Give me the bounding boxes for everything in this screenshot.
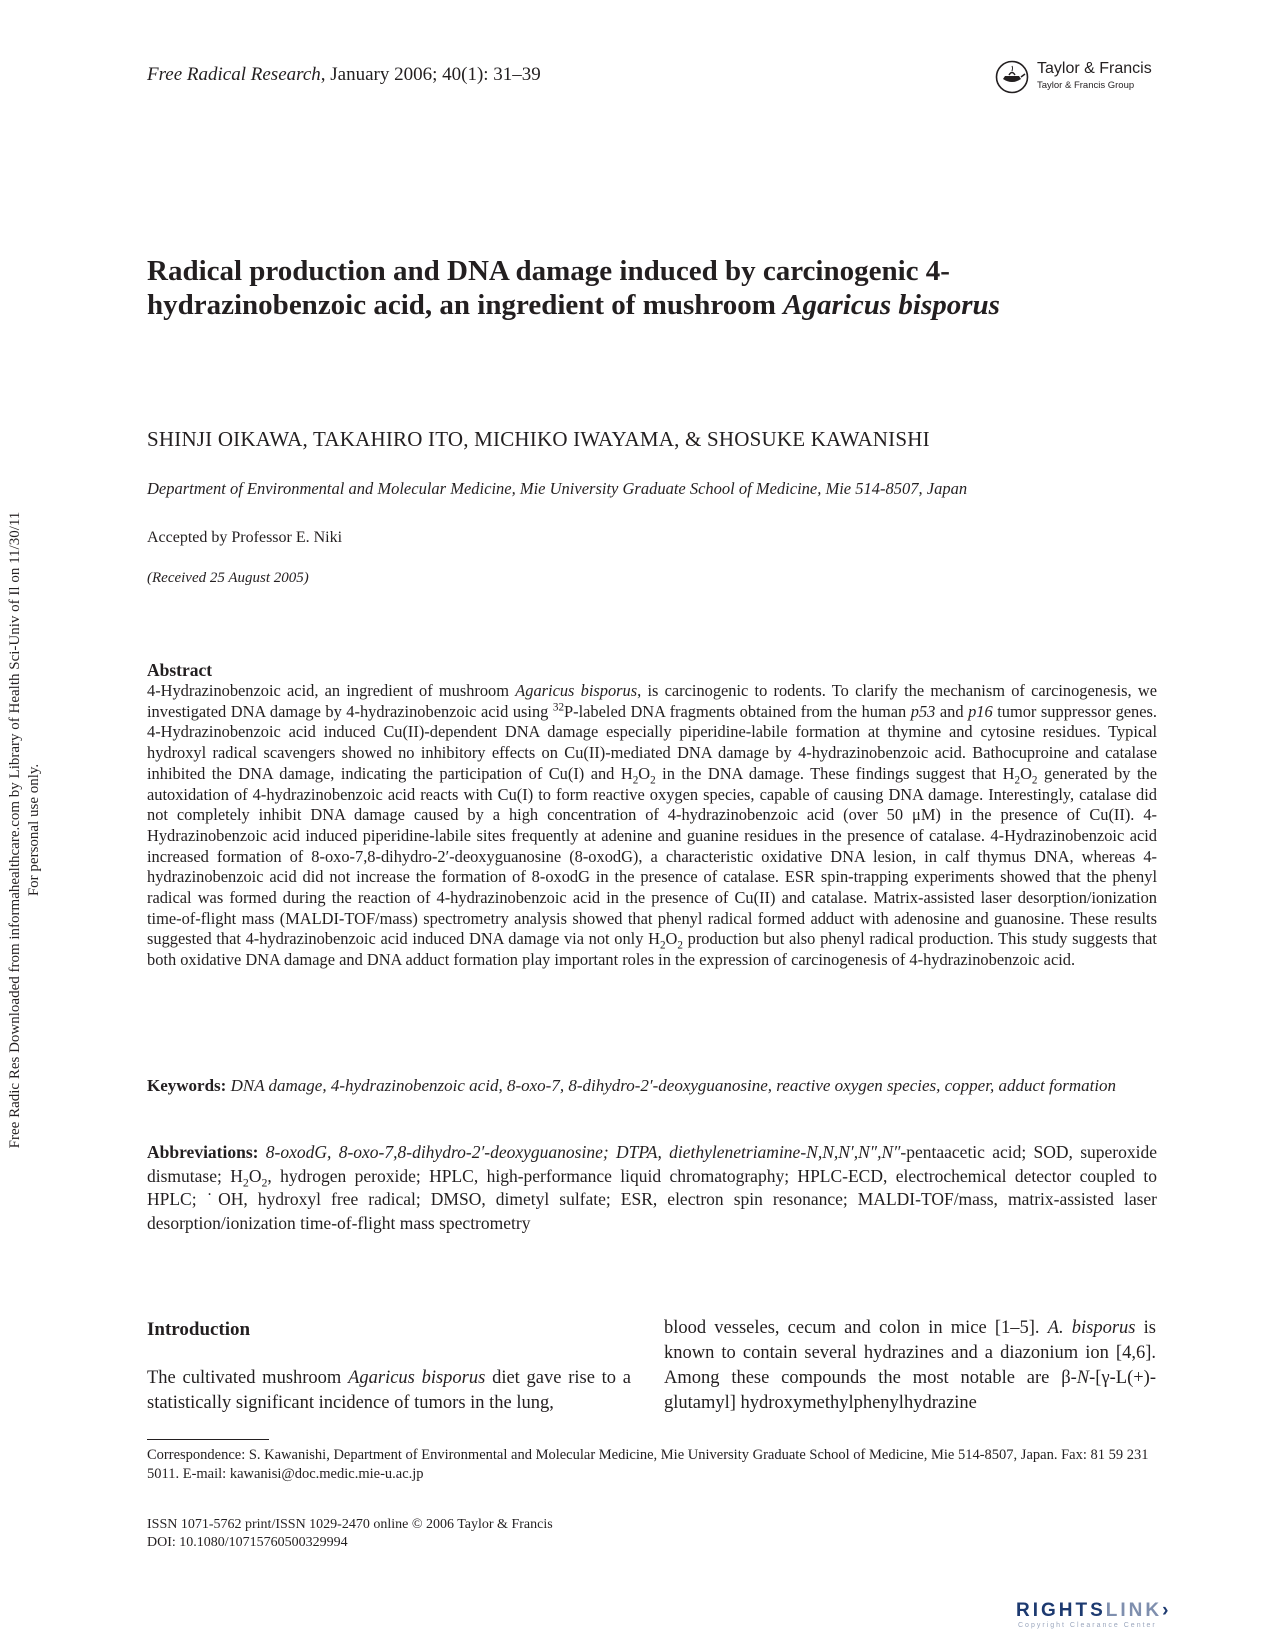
author-list: SHINJI OIKAWA, TAKAHIRO ITO, MICHIKO IWAYAMA, & SHOSUKE KAWANISHI xyxy=(147,427,930,451)
publisher-name: Taylor & Francis xyxy=(1037,60,1152,77)
keywords xyxy=(147,1074,1157,1097)
keywords-label: Keywords: xyxy=(147,1076,227,1095)
issn-line: ISSN 1071-5762 print/ISSN 1029-2470 online © 2006 Taylor & Francis xyxy=(147,1517,553,1532)
received-date: (Received 25 August 2005) xyxy=(147,570,309,586)
keywords-text: DNA damage, 4-hydrazinobenzoic acid, 8-oxo-7, 8-dihydro-2′-deoxyguanosine, reactive oxygen species, copper, adduct formation xyxy=(230,1076,1117,1095)
doi-line: DOI: 10.1080/10715760500329994 xyxy=(147,1535,348,1550)
introduction-left-column: The cultivated mushroom Agaricus bisporus diet gave rise to a statistically significant incidence of tumors in the lung, xyxy=(147,1368,631,1413)
rightslink-logo[interactable] xyxy=(1016,1600,1256,1630)
rightslink-subtitle: Copyright Clearance Center xyxy=(1018,1622,1157,1629)
abstract-heading: Abstract xyxy=(147,660,213,680)
article-title xyxy=(147,254,1067,322)
abbreviations: Abbreviations: 8-oxodG, 8-oxo-7,8-dihydro-2′-deoxyguanosine; DTPA, diethylenetriamine-N,N,N′,N″,N″-pentaacetic acid; SOD, superoxide dismutase; $H_2O_2$, hydrogen peroxide; HPLC, high-performance liquid chromatography; HPLC-ECD, electrochemical detector coupled to HPLC; ˙OH, hydroxyl free radical; DMSO, dimetyl sulfate; ESR, electron spin resonance; MALDI-TOF/mass, matrix-assisted laser desorption/ionization time-of-flight mass spectrometry xyxy=(147,1142,1157,1233)
journal-name: Free Radical Research xyxy=(147,64,321,85)
chevron-right-icon: › xyxy=(1162,1600,1172,1621)
publisher-group: Taylor & Francis Group xyxy=(1037,80,1135,91)
title-species: Agaricus bisporus xyxy=(783,289,1000,321)
affiliation: Department of Environmental and Molecular Medicine, Mie University Graduate School of Medicine, Mie 514-8507, Japan xyxy=(147,479,968,498)
introduction-heading: Introduction xyxy=(147,1319,251,1340)
accepted-by: Accepted by Professor E. Niki xyxy=(147,529,343,546)
download-stamp-line2: For personal use only. xyxy=(26,763,42,897)
publisher-brand xyxy=(995,58,1155,98)
teapot-lamp-icon xyxy=(995,60,1029,94)
rightslink-part2: LINK xyxy=(1105,1600,1163,1621)
correspondence-note: Correspondence: S. Kawanishi, Department of Environmental and Molecular Medicine, Mie University Graduate School of Medicine, Mie 514-8507, Japan. Fax: 81 59 231 5011. E-mail: kawanisi@doc.medic.mie-u.ac.jp xyxy=(147,1447,1149,1482)
download-stamp-line1: Free Radic Res Downloaded from informahealthcare.com by Library of Health Sci-Univ of Il on 11/30/11 xyxy=(7,511,23,1149)
abstract-body: 4-Hydrazinobenzoic acid, an ingredient of mushroom Agaricus bisporus, is carcinogenic to rodents. To clarify the mechanism of carcinogenesis, we investigated DNA damage by 4-hydrazinobenzoic acid using $^{32}$P-labeled DNA fragments obtained from the human p53 and p16 tumor suppressor genes. 4-Hydrazinobenzoic acid induced Cu(II)-dependent DNA damage especially piperidine-labile formation at thymine and cytosine residues. Typical hydroxyl radical scavengers showed no inhibitory effects on Cu(II)-mediated DNA damage by 4-hydrazinobenzoic acid. Bathocuproine and catalase inhibited the DNA damage, indicating the participation of Cu(I) and $H_2O_2$ in the DNA damage. These findings suggest that $H_2O_2$ generated by the autoxidation of 4-hydrazinobenzoic acid reacts with Cu(I) to form reactive oxygen species, capable of causing DNA damage. Interestingly, catalase did not completely inhibit DNA damage caused by a high concentration of 4-hydrazinobenzoic acid (over 50 μM) in the presence of Cu(II). 4-Hydrazinobenzoic acid induced piperidine-labile sites frequently at adenine and guanine residues in the presence of catalase. 4-Hydrazinobenzoic acid increased formation of 8-oxo-7,8-dihydro-2′-deoxyguanosine (8-oxodG), a characteristic oxidative DNA lesion, in calf thymus DNA, whereas 4-hydrazinobenzoic acid did not increase the formation of 8-oxodG in the presence of catalase. ESR spin-trapping experiments showed that the phenyl radical was formed during the reaction of 4-hydrazinobenzoic acid in the presence of Cu(II) and catalase. Matrix-assisted laser desorption/ionization time-of-flight mass (MALDI-TOF/mass) spectrometry analysis showed that phenyl radical formed adduct with adenosine and guanosine. These results suggested that 4-hydrazinobenzoic acid induced DNA damage via not only $H_2O_2$ production but also phenyl radical production. This study suggests that both oxidative DNA damage and DNA adduct formation play important roles in the expression of carcinogenesis of 4-hydrazinobenzoic acid. xyxy=(147,681,1157,970)
title-text: Radical production and DNA damage induced by carcinogenic 4-hydrazinobenzoic acid, an ingredient of mushroom xyxy=(147,255,950,321)
footnote-divider xyxy=(147,1439,269,1440)
download-stamp xyxy=(6,480,50,1180)
journal-citation xyxy=(147,64,541,86)
rightslink-part1: RIGHTS xyxy=(1016,1600,1106,1621)
introduction-right-column: blood vesseles, cecum and colon in mice [1–5]. A. bisporus is known to contain several hydrazines and a diazonium ion [4,6]. Among these compounds the most notable are β-N-[γ-L(+)-glutamyl] hydroxymethylphenylhydrazine xyxy=(664,1318,1156,1413)
abbreviations-label: Abbreviations: xyxy=(147,1142,259,1162)
journal-details: , January 2006; 40(1): 31–39 xyxy=(320,64,541,85)
